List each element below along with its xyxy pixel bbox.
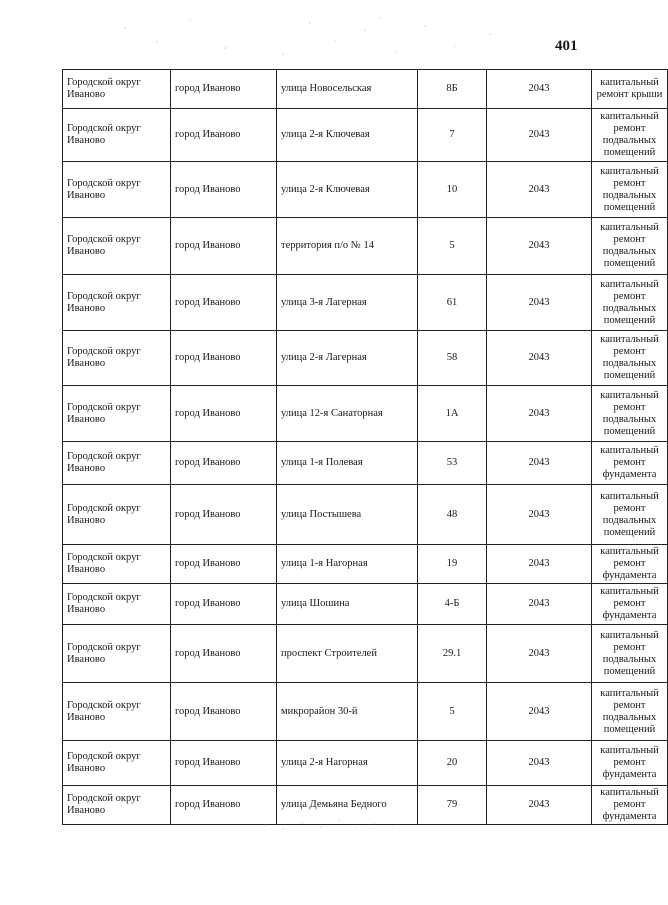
settlement-cell: город Иваново <box>171 109 277 162</box>
street-cell: улица 12-я Санаторная <box>277 386 418 442</box>
year-cell: 2043 <box>487 218 592 275</box>
street-cell: улица Шошина <box>277 584 418 625</box>
settlement-cell: город Иваново <box>171 218 277 275</box>
street-cell: улица Постышева <box>277 485 418 545</box>
table-row <box>63 331 668 386</box>
year-cell: 2043 <box>487 442 592 485</box>
work-type-cell: капитальный ремонт фундамента <box>592 741 668 786</box>
settlement-cell: город Иваново <box>171 545 277 584</box>
work-type-cell: капитальный ремонт фундамента <box>592 545 668 584</box>
house-cell: 79 <box>418 786 487 825</box>
municipality-cell: Городской округ Иваново <box>63 625 171 683</box>
work-type-cell: капитальный ремонт подвальных помещений <box>592 625 668 683</box>
table-row <box>63 70 668 109</box>
municipality-cell: Городской округ Иваново <box>63 162 171 218</box>
street-cell: улица 3-я Лагерная <box>277 275 418 331</box>
year-cell: 2043 <box>487 386 592 442</box>
table-row <box>63 442 668 485</box>
street-cell: улица 2-я Ключевая <box>277 109 418 162</box>
settlement-cell: город Иваново <box>171 625 277 683</box>
year-cell: 2043 <box>487 545 592 584</box>
scan-noise-bottom <box>255 815 405 835</box>
street-cell: территория п/о № 14 <box>277 218 418 275</box>
house-cell: 53 <box>418 442 487 485</box>
work-type-cell: капитальный ремонт подвальных помещений <box>592 331 668 386</box>
table-row <box>63 584 668 625</box>
year-cell: 2043 <box>487 70 592 109</box>
house-cell: 29.1 <box>418 625 487 683</box>
table-row <box>63 109 668 162</box>
house-cell: 5 <box>418 218 487 275</box>
year-cell: 2043 <box>487 786 592 825</box>
house-cell: 61 <box>418 275 487 331</box>
year-cell: 2043 <box>487 485 592 545</box>
settlement-cell: город Иваново <box>171 442 277 485</box>
settlement-cell: город Иваново <box>171 162 277 218</box>
street-cell: улица 2-я Лагерная <box>277 331 418 386</box>
work-type-cell: капитальный ремонт фундамента <box>592 786 668 825</box>
settlement-cell: город Иваново <box>171 584 277 625</box>
municipality-cell: Городской округ Иваново <box>63 386 171 442</box>
settlement-cell: город Иваново <box>171 386 277 442</box>
year-cell: 2043 <box>487 584 592 625</box>
work-type-cell: капитальный ремонт подвальных помещений <box>592 386 668 442</box>
municipality-cell: Городской округ Иваново <box>63 545 171 584</box>
municipality-cell: Городской округ Иваново <box>63 70 171 109</box>
table-row <box>63 162 668 218</box>
street-cell: улица 1-я Нагорная <box>277 545 418 584</box>
scan-noise-top <box>95 8 545 63</box>
work-type-cell: капитальный ремонт крыши <box>592 70 668 109</box>
house-cell: 19 <box>418 545 487 584</box>
table-row <box>63 275 668 331</box>
year-cell: 2043 <box>487 275 592 331</box>
settlement-cell: город Иваново <box>171 683 277 741</box>
work-type-cell: капитальный ремонт фундамента <box>592 442 668 485</box>
municipality-cell: Городской округ Иваново <box>63 275 171 331</box>
work-type-cell: капитальный ремонт подвальных помещений <box>592 275 668 331</box>
street-cell: улица 1-я Полевая <box>277 442 418 485</box>
municipality-cell: Городской округ Иваново <box>63 218 171 275</box>
table-row <box>63 545 668 584</box>
repair-schedule-table <box>62 69 668 825</box>
settlement-cell: город Иваново <box>171 331 277 386</box>
house-cell: 7 <box>418 109 487 162</box>
table-row <box>63 485 668 545</box>
municipality-cell: Городской округ Иваново <box>63 485 171 545</box>
street-cell: проспект Строителей <box>277 625 418 683</box>
table-row <box>63 218 668 275</box>
table-row <box>63 741 668 786</box>
page-number: 401 <box>555 38 578 54</box>
table-row <box>63 683 668 741</box>
street-cell: улица 2-я Ключевая <box>277 162 418 218</box>
year-cell: 2043 <box>487 331 592 386</box>
year-cell: 2043 <box>487 162 592 218</box>
table-row <box>63 386 668 442</box>
municipality-cell: Городской округ Иваново <box>63 109 171 162</box>
municipality-cell: Городской округ Иваново <box>63 786 171 825</box>
house-cell: 48 <box>418 485 487 545</box>
house-cell: 5 <box>418 683 487 741</box>
work-type-cell: капитальный ремонт подвальных помещений <box>592 683 668 741</box>
municipality-cell: Городской округ Иваново <box>63 741 171 786</box>
year-cell: 2043 <box>487 109 592 162</box>
house-cell: 4-Б <box>418 584 487 625</box>
work-type-cell: капитальный ремонт фундамента <box>592 584 668 625</box>
municipality-cell: Городской округ Иваново <box>63 331 171 386</box>
municipality-cell: Городской округ Иваново <box>63 442 171 485</box>
house-cell: 10 <box>418 162 487 218</box>
house-cell: 20 <box>418 741 487 786</box>
work-type-cell: капитальный ремонт подвальных помещений <box>592 109 668 162</box>
work-type-cell: капитальный ремонт подвальных помещений <box>592 485 668 545</box>
work-type-cell: капитальный ремонт подвальных помещений <box>592 218 668 275</box>
year-cell: 2043 <box>487 741 592 786</box>
table-row <box>63 625 668 683</box>
street-cell: улица 2-я Нагорная <box>277 741 418 786</box>
street-cell: улица Новосельская <box>277 70 418 109</box>
settlement-cell: город Иваново <box>171 70 277 109</box>
year-cell: 2043 <box>487 683 592 741</box>
house-cell: 1А <box>418 386 487 442</box>
house-cell: 58 <box>418 331 487 386</box>
house-cell: 8Б <box>418 70 487 109</box>
settlement-cell: город Иваново <box>171 485 277 545</box>
year-cell: 2043 <box>487 625 592 683</box>
settlement-cell: город Иваново <box>171 786 277 825</box>
work-type-cell: капитальный ремонт подвальных помещений <box>592 162 668 218</box>
municipality-cell: Городской округ Иваново <box>63 683 171 741</box>
street-cell: микрорайон 30-й <box>277 683 418 741</box>
settlement-cell: город Иваново <box>171 275 277 331</box>
settlement-cell: город Иваново <box>171 741 277 786</box>
street-cell: улица Демьяна Бедного <box>277 786 418 825</box>
municipality-cell: Городской округ Иваново <box>63 584 171 625</box>
